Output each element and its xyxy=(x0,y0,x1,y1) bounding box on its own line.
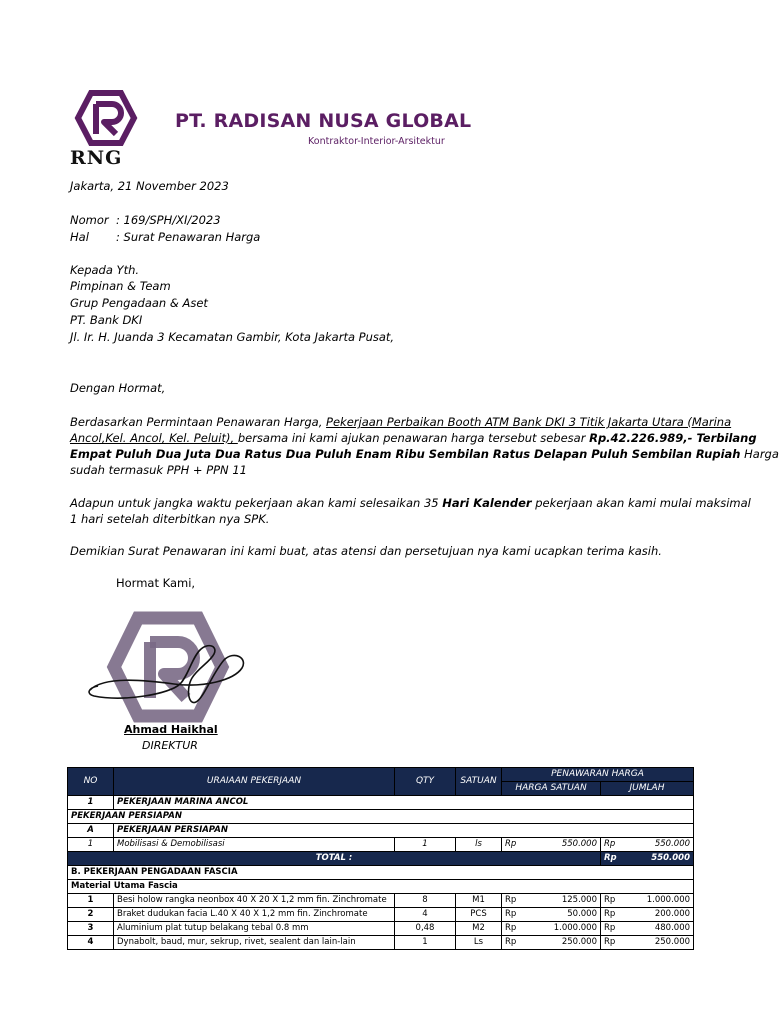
row-desc: Aluminium plat tutup belakang tebal 0.8 mm xyxy=(114,922,395,936)
section-no: 1 xyxy=(68,796,114,810)
col-jumlah: JUMLAH xyxy=(601,782,694,796)
total-value: 550.000 xyxy=(623,852,694,866)
price-table xyxy=(67,767,694,950)
col-no: NO xyxy=(68,768,114,796)
row-qty: 4 xyxy=(395,908,456,922)
row-price: 550.000 xyxy=(524,838,601,852)
p1-project: Pekerjaan Perbaikan Booth ATM Bank DKI 3 Titik Jakarta Utara (Marina xyxy=(326,415,732,429)
row-qty: 1 xyxy=(395,936,456,950)
p2-spk: 1 hari setelah diterbitkan nya SPK. xyxy=(70,512,270,526)
recipient-line: Kepada Yth. xyxy=(70,263,140,277)
p1-intro: Berdasarkan Permintaan Penawaran Harga, xyxy=(70,415,327,429)
row-unit: M1 xyxy=(456,894,502,908)
company-name: PT. RADISAN NUSA GLOBAL xyxy=(175,110,472,132)
row-no: 2 xyxy=(68,908,114,922)
paragraph-2 xyxy=(70,495,751,527)
row-qty: 0,48 xyxy=(395,922,456,936)
recipient-line: Jl. Ir. H. Juanda 3 Kecamatan Gambir, Kota Jakarta Pusat, xyxy=(70,330,395,344)
row-total: 550.000 xyxy=(623,838,694,852)
col-harga-satuan: HARGA SATUAN xyxy=(502,782,601,796)
logo-text: RNG xyxy=(70,147,123,169)
row-no: 1 xyxy=(68,838,114,852)
row-unit: M2 xyxy=(456,922,502,936)
row-desc: Dynabolt, baud, mur, sekrup, rivet, sealent dan lain-lain xyxy=(114,936,395,950)
table-row xyxy=(68,810,694,824)
p1-middle: bersama ini kami ajukan penawaran harga tersebut sebesar xyxy=(237,431,590,445)
row-rp: Rp xyxy=(502,838,524,852)
row-qty: 8 xyxy=(395,894,456,908)
total-label: TOTAL : xyxy=(68,852,601,866)
subsection-title: PEKERJAAN PERSIAPAN xyxy=(114,824,694,838)
nomor-value: : 169/SPH/XI/2023 xyxy=(116,213,221,227)
section-b-title: B. PEKERJAAN PENGADAAN FASCIA xyxy=(68,866,694,880)
row-rp: Rp xyxy=(502,894,524,908)
table-row xyxy=(68,894,694,908)
paragraph-1 xyxy=(70,414,779,478)
company-logo xyxy=(76,90,136,146)
section-b-subtitle: Material Utama Fascia xyxy=(68,880,694,894)
row-no: 4 xyxy=(68,936,114,950)
p2-intro: Adapun untuk jangka waktu pekerjaan akan kami selesaikan 35 xyxy=(70,496,443,510)
p1-project-cont: Ancol,Kel. Ancol, Kel. Peluit), xyxy=(70,431,238,445)
row-unit: PCS xyxy=(456,908,502,922)
row-rp: Rp xyxy=(601,838,623,852)
table-row xyxy=(68,908,694,922)
row-rp: Rp xyxy=(601,936,623,950)
nomor-label: Nomor xyxy=(70,213,109,227)
letter-date: Jakarta, 21 November 2023 xyxy=(70,179,229,193)
row-qty: 1 xyxy=(395,838,456,852)
closing: Hormat Kami, xyxy=(116,576,196,590)
col-uraian: URAIAAN PEKERJAAN xyxy=(114,768,395,796)
row-rp: Rp xyxy=(502,922,524,936)
p2-days: Hari Kalender xyxy=(442,496,532,510)
paragraph-3: Demikian Surat Penawaran ini kami buat, atas atensi dan persetujuan nya kami ucapkan terima kasih. xyxy=(70,544,662,558)
row-rp: Rp xyxy=(502,936,524,950)
row-price: 50.000 xyxy=(524,908,601,922)
table-row xyxy=(68,824,694,838)
company-tagline: Kontraktor-Interior-Arsitektur xyxy=(308,136,445,147)
row-no: 1 xyxy=(68,894,114,908)
total-rp: Rp xyxy=(601,852,623,866)
col-penawaran: PENAWARAN HARGA xyxy=(502,768,694,782)
row-price: 250.000 xyxy=(524,936,601,950)
table-row xyxy=(68,796,694,810)
col-satuan: SATUAN xyxy=(456,768,502,796)
row-rp: Rp xyxy=(601,922,623,936)
table-row xyxy=(68,922,694,936)
hal-label: Hal xyxy=(70,230,89,244)
signer-title: DIREKTUR xyxy=(142,739,198,752)
row-unit: Ls xyxy=(456,936,502,950)
p2-rest: pekerjaan akan kami mulai maksimal xyxy=(531,496,751,510)
signer-name: Ahmad Haikhal xyxy=(124,723,218,736)
row-rp: Rp xyxy=(502,908,524,922)
recipient-line: PT. Bank DKI xyxy=(70,313,143,327)
section-title: PEKERJAAN MARINA ANCOL xyxy=(114,796,694,810)
row-price: 125.000 xyxy=(524,894,601,908)
row-no: 3 xyxy=(68,922,114,936)
row-price: 1.000.000 xyxy=(524,922,601,936)
row-desc: Braket dudukan facia L.40 X 40 X 1,2 mm fin. Zinchromate xyxy=(114,908,395,922)
p1-tax-note: sudah termasuk PPH + PPN 11 xyxy=(70,463,247,477)
row-desc: Besi holow rangka neonbox 40 X 20 X 1,2 mm fin. Zinchromate xyxy=(114,894,395,908)
row-total: 200.000 xyxy=(623,908,694,922)
row-rp: Rp xyxy=(601,908,623,922)
table-row xyxy=(68,880,694,894)
table-row xyxy=(68,866,694,880)
row-unit: ls xyxy=(456,838,502,852)
row-total: 480.000 xyxy=(623,922,694,936)
row-total: 1.000.000 xyxy=(623,894,694,908)
subsection-no: A xyxy=(68,824,114,838)
recipient-line: Pimpinan & Team xyxy=(70,279,171,293)
col-qty: QTY xyxy=(395,768,456,796)
hal-value: : Surat Penawaran Harga xyxy=(116,230,261,244)
row-rp: Rp xyxy=(601,894,623,908)
total-row xyxy=(68,852,694,866)
subsection-title: PEKERJAAN PERSIAPAN xyxy=(68,810,694,824)
greeting: Dengan Hormat, xyxy=(70,381,166,395)
table-row xyxy=(68,936,694,950)
table-row xyxy=(68,838,694,852)
row-desc: Mobilisasi & Demobilisasi xyxy=(114,838,395,852)
signature xyxy=(84,628,254,718)
row-total: 250.000 xyxy=(623,936,694,950)
p1-amount-words: Empat Puluh Dua Juta Dua Ratus Dua Puluh Enam Ribu Sembilan Ratus Delapan Puluh Sembilan Rupiah xyxy=(70,447,741,461)
recipient-line: Grup Pengadaan & Aset xyxy=(70,296,208,310)
p1-harga: Harga xyxy=(740,447,779,461)
p1-amount: Rp.42.226.989,- Terbilang xyxy=(589,431,757,445)
